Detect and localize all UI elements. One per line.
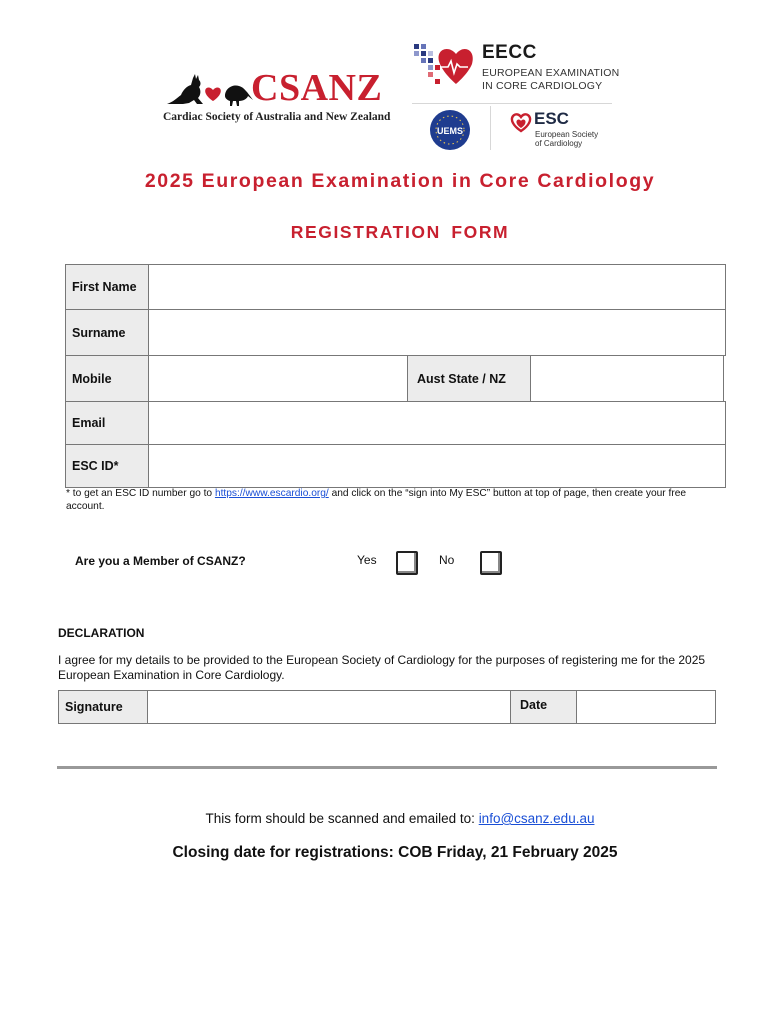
footnote-prefix: * to get an ESC ID number go to (66, 488, 215, 499)
first-name-field[interactable] (148, 264, 726, 310)
esc-subtitle-line1: European Society (535, 130, 599, 139)
date-label: Date (510, 690, 577, 724)
section-divider (57, 766, 717, 769)
date-field[interactable] (576, 690, 716, 724)
surname-label: Surname (65, 309, 149, 356)
submission-email-link[interactable]: info@csanz.edu.au (478, 811, 595, 826)
logo-divider-horizontal (412, 103, 612, 104)
eecc-heart-pixel-icon (410, 42, 476, 102)
escardio-link[interactable]: https://www.escardio.org/ (214, 488, 329, 499)
submission-prefix: This form should be scanned and emailed to: (205, 811, 479, 826)
uems-emblem-icon (428, 108, 472, 152)
surname-field[interactable] (148, 309, 726, 356)
email-field[interactable] (148, 401, 726, 445)
member-yes-label: Yes (357, 553, 377, 567)
state-label: Aust State / NZ (407, 355, 531, 402)
csanz-logo (163, 68, 408, 128)
page-title: 2025 European Examination in Core Cardiology (144, 170, 656, 192)
mobile-field[interactable] (148, 355, 408, 402)
uems-label: UEMS (436, 126, 464, 136)
member-no-label: No (439, 553, 455, 567)
csanz-subtitle: Cardiac Society of Australia and New Zealand (163, 111, 391, 123)
eecc-subtitle-line2: IN CORE CARDIOLOGY (482, 80, 603, 92)
form-title: REGISTRATION FORM (290, 222, 510, 242)
footnote-suffix: and click on the “sign into My ESC” button at top of page, then create your free account. (66, 488, 687, 512)
logo-divider-vertical (490, 106, 491, 150)
esc-id-label: ESC ID* (65, 444, 149, 488)
first-name-label: First Name (65, 264, 149, 310)
member-yes-checkbox[interactable] (396, 551, 418, 575)
csanz-member-question: Are you a Member of CSANZ? (75, 554, 246, 568)
signature-field[interactable] (147, 690, 511, 724)
uems-logo (428, 108, 472, 157)
esc-title: ESC (534, 109, 569, 128)
email-label: Email (65, 401, 149, 445)
signature-label: Signature (58, 690, 148, 724)
submission-instructions (0, 811, 770, 826)
esc-logo (510, 108, 610, 150)
csanz-wordmark: CSANZ (251, 67, 383, 109)
state-field[interactable] (530, 355, 724, 402)
esc-heart-icon (510, 111, 532, 133)
kangaroo-kiwi-heart-icon (163, 68, 253, 108)
esc-id-footnote (66, 488, 706, 513)
closing-date: Closing date for registrations: COB Friday, 21 February 2025 (172, 844, 618, 861)
declaration-heading: DECLARATION (58, 626, 145, 640)
mobile-label: Mobile (65, 355, 149, 402)
eecc-title: EECC (482, 42, 537, 63)
esc-subtitle-line2: of Cardiology (535, 139, 583, 148)
declaration-text: I agree for my details to be provided to the European Society of Cardiology for the purposes of registering me for the 2025 European Examination in Core Cardiology. (58, 653, 706, 682)
esc-id-field[interactable] (148, 444, 726, 488)
member-no-checkbox[interactable] (480, 551, 502, 575)
eecc-logo (410, 42, 620, 100)
eecc-subtitle-line1: EUROPEAN EXAMINATION (482, 67, 620, 79)
